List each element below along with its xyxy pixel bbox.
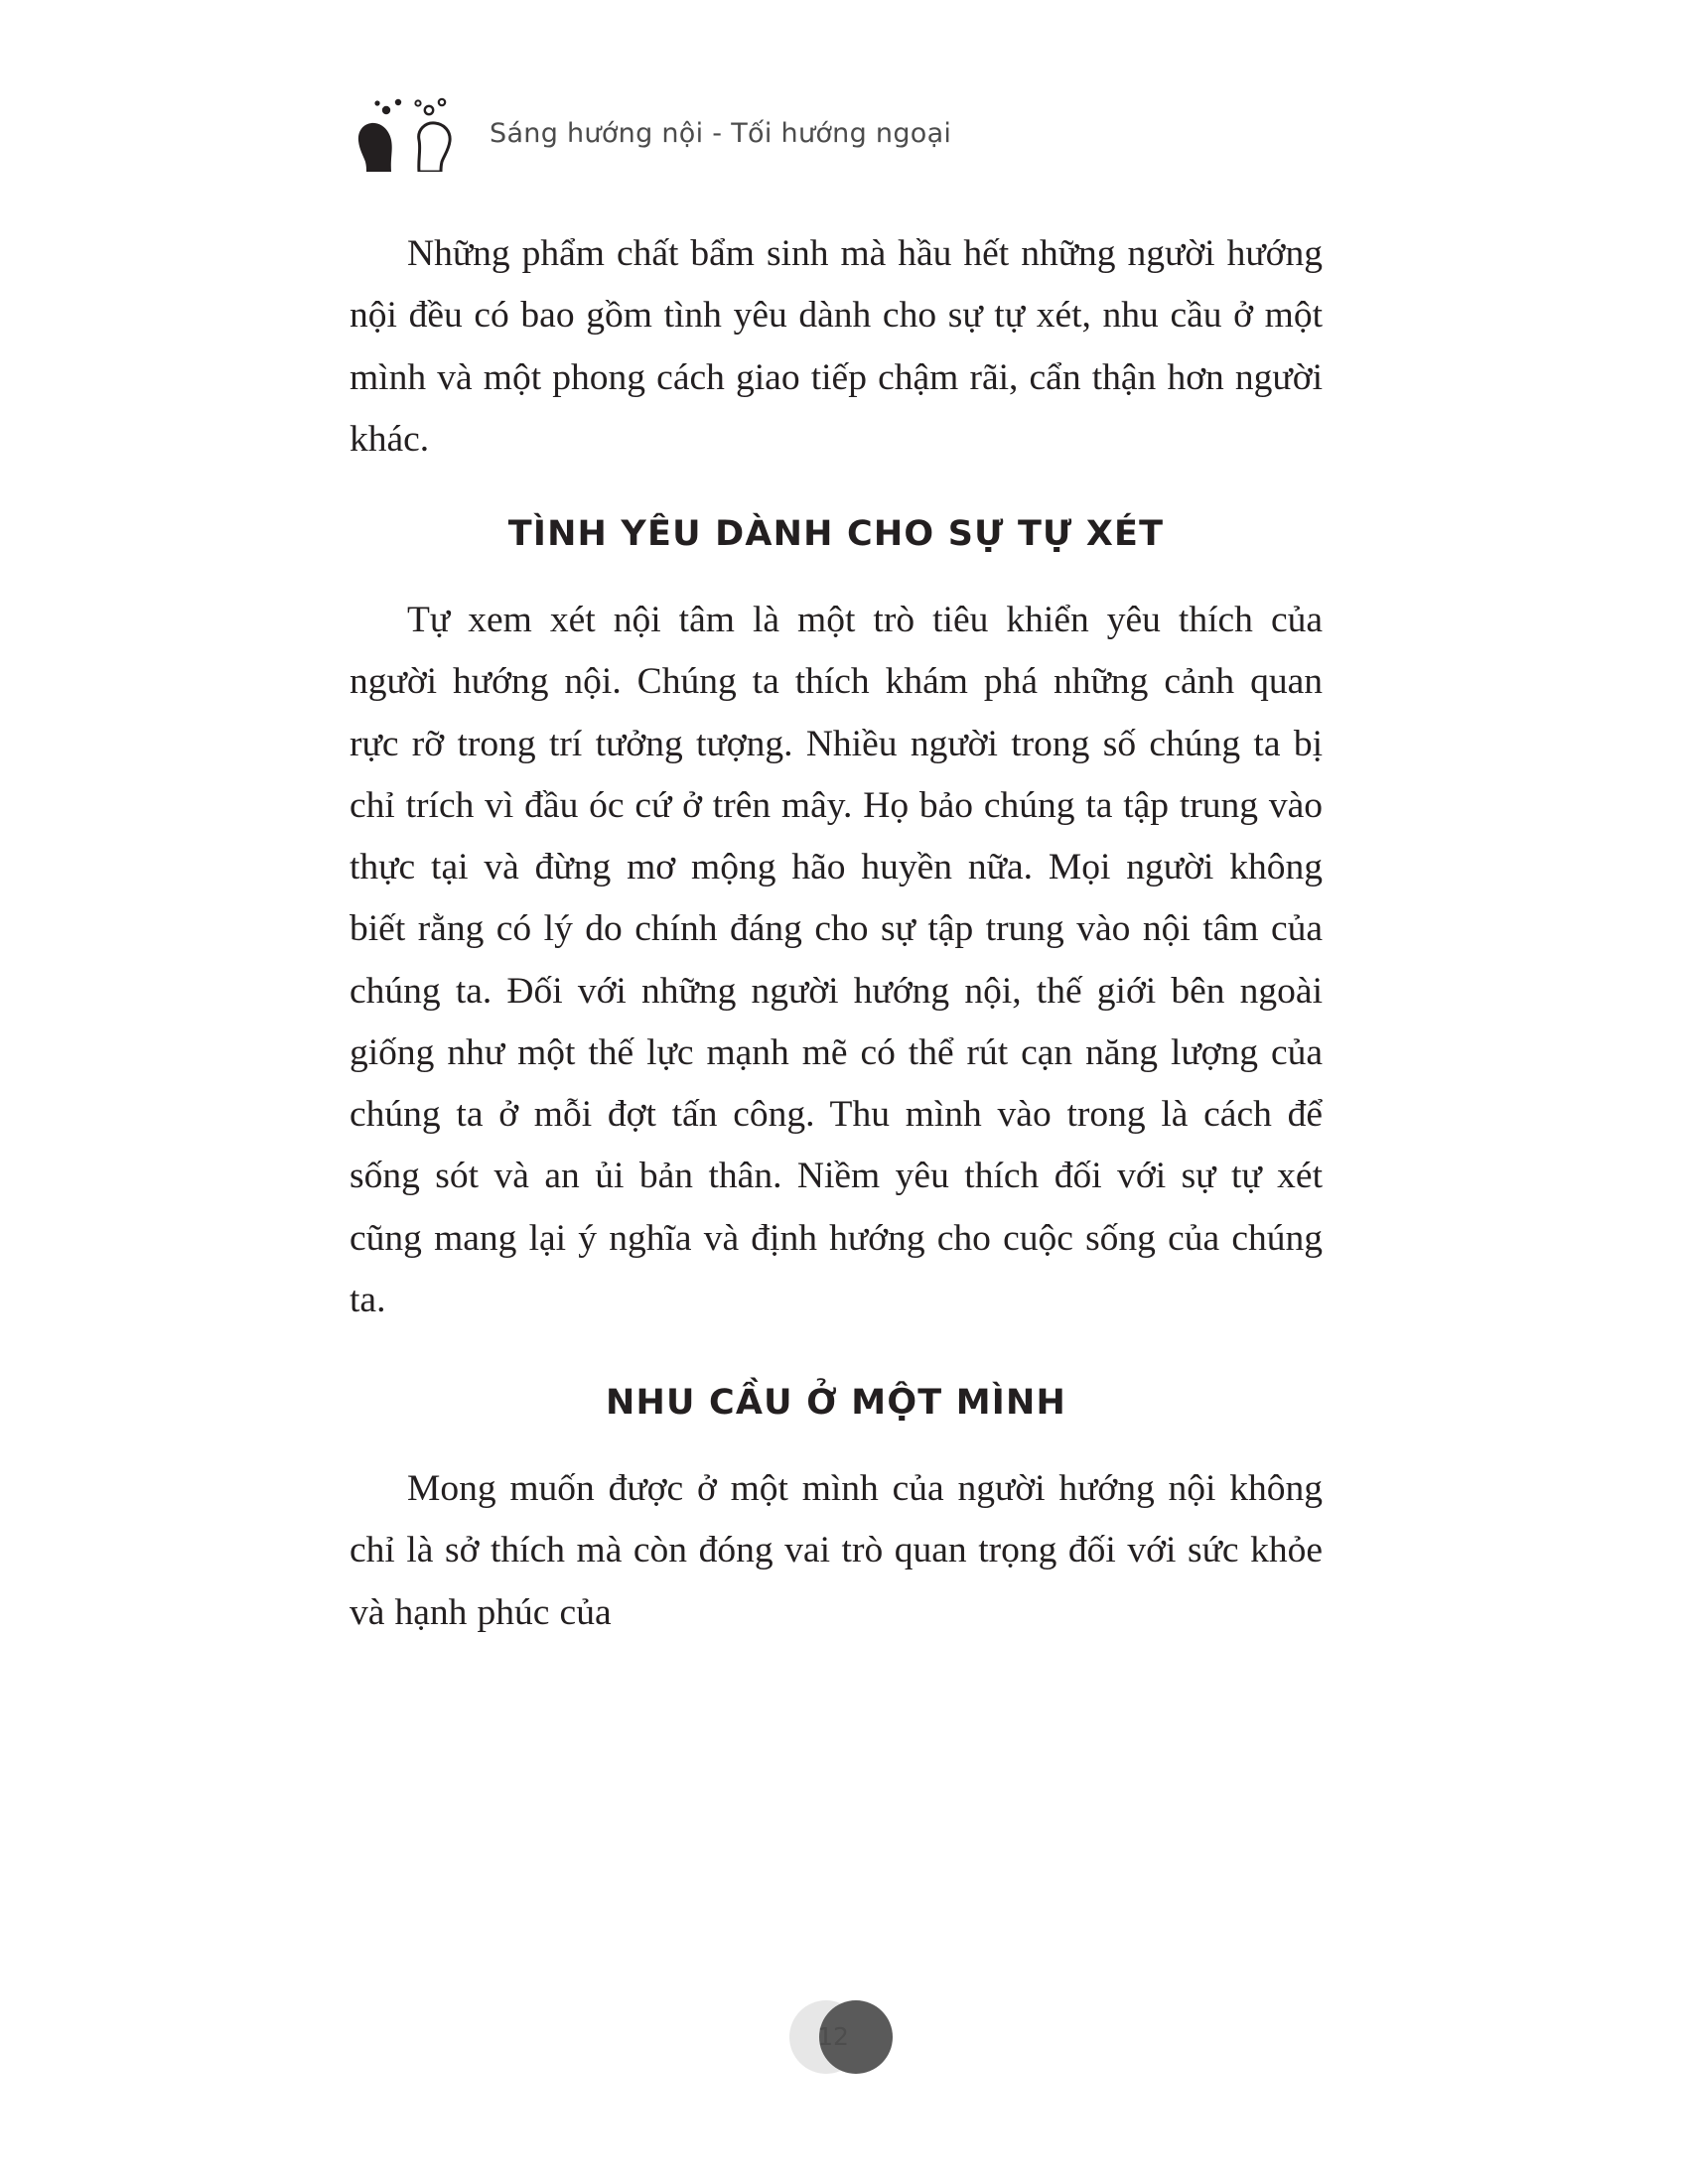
crescent-moon-icon [789, 2000, 899, 2078]
page-number: 12 [817, 2022, 849, 2051]
section-heading-1: TÌNH YÊU DÀNH CHO SỰ TỰ XÉT [507, 514, 1165, 554]
paragraph-3: Mong muốn được ở một mình của người hướng nội không chỉ là sở thích mà còn đóng vai trò quan trọng đối với sức khỏe và hạnh phúc của [350, 1468, 1323, 1633]
running-head [357, 94, 951, 172]
two-heads-thinking-icon [357, 94, 472, 172]
running-head-title: Sáng hướng nội - Tối hướng ngoại [490, 117, 952, 149]
paragraph-2: Tự xem xét nội tâm là một trò tiêu khiển yêu thích của người hướng nội. Chúng ta thích khám phá những cảnh quan rực rỡ trong trí tưởng tượng. Nhiều người trong số chúng ta bị chỉ trích vì đầu óc cứ ở trên mây. Họ bảo chúng ta tập trung vào thực tại và đừng mơ mộng hão huyền nữa. Mọi người không biết rằng có lý do chính đáng cho sự tập trung vào nội tâm của chúng ta. Đối với những người hướng nội, thế giới bên ngoài giống như một thế lực mạnh mẽ có thể rút cạn năng lượng của chúng ta ở mỗi đợt tấn công. Thu mình vào trong là cách để sống sót và an ủi bản thân. Niềm yêu thích đối với sự tự xét cũng mang lại ý nghĩa và định hướng cho cuộc sống của chúng ta. [350, 600, 1323, 1320]
text-column [350, 223, 1323, 1644]
page-footer [0, 2000, 1688, 2110]
paragraph-1: Những phẩm chất bẩm sinh mà hầu hết những người hướng nội đều có bao gồm tình yêu dành cho sự tự xét, nhu cầu ở một mình và một phong cách giao tiếp chậm rãi, cẩn thận hơn người khác. [350, 233, 1323, 460]
section-heading-2: NHU CẦU Ở MỘT MÌNH [605, 1383, 1066, 1423]
